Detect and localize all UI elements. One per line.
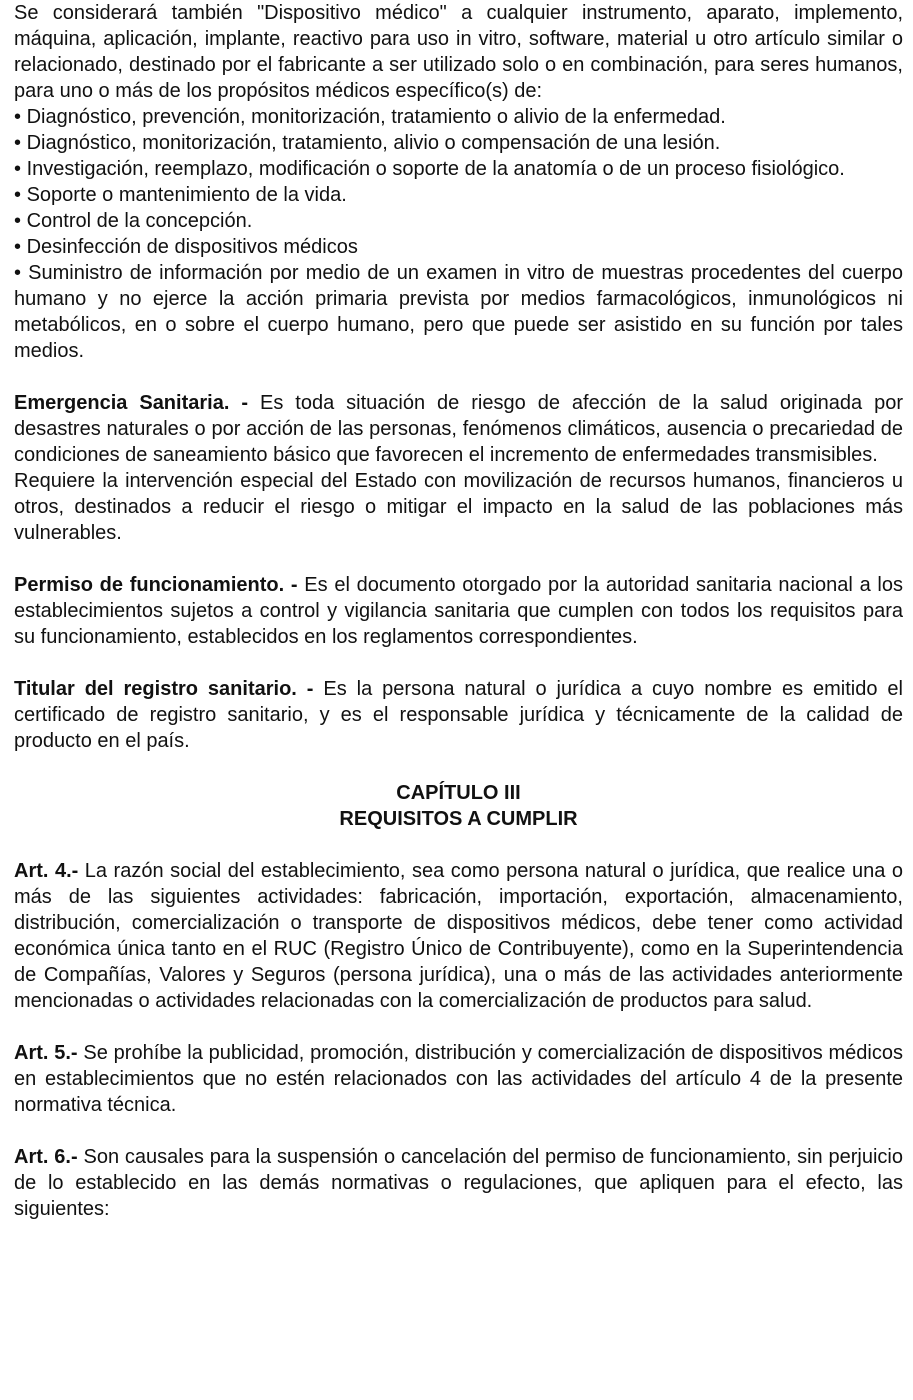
article-text: Son causales para la suspensión o cancelación del permiso de funcionamiento, sin perjuicio de lo establecido en las demás normativas o regulaciones, que apliquen para el efecto, las siguientes:: [14, 1146, 903, 1220]
definition-text: Es el documento otorgado por la autoridad sanitaria nacional a los establecimientos sujetos a control y vigilancia sanitaria que cumplen con todos los requisitos para su funcionamiento, establecidos en los reglamentos correspondientes.: [14, 574, 903, 648]
list-item: • Suministro de información por medio de un examen in vitro de muestras procedentes del cuerpo humano y no ejerce la acción primaria prevista por medios farmacológicos, inmunológicos ni metabólicos, en o sobre el cuerpo humano, pero que puede ser asistido en su función por tales medios.: [14, 262, 903, 362]
definition-titular-registro: [14, 676, 903, 754]
article-number: Art. 6.-: [14, 1146, 78, 1168]
bullet-symbol: •: [14, 184, 22, 206]
list-item: • Investigación, reemplazo, modificación o soporte de la anatomía o de un proceso fisiológico.: [14, 158, 845, 180]
list-item: • Diagnóstico, monitorización, tratamiento, alivio o compensación de una lesión.: [14, 132, 721, 154]
bullet-list: [14, 104, 903, 364]
bullet-symbol: •: [14, 106, 22, 128]
definition-term: Emergencia Sanitaria. -: [14, 392, 249, 414]
list-item: • Diagnóstico, prevención, monitorización, tratamiento o alivio de la enfermedad.: [14, 106, 726, 128]
bullet-symbol: •: [14, 210, 22, 232]
list-item: • Control de la concepción.: [14, 210, 253, 232]
definition-term: Titular del registro sanitario. -: [14, 678, 314, 700]
bullet-symbol: •: [14, 262, 22, 284]
bullet-symbol: •: [14, 236, 22, 258]
bullet-symbol: •: [14, 158, 22, 180]
article-number: Art. 5.-: [14, 1042, 78, 1064]
article-4: [14, 858, 903, 1014]
article-5: [14, 1040, 903, 1118]
chapter-title: REQUISITOS A CUMPLIR: [339, 808, 578, 830]
article-6: [14, 1144, 903, 1222]
definition-text: Es la persona natural o jurídica a cuyo nombre es emitido el certificado de registro sanitario, y es el responsable jurídica y técnicamente de la calidad de producto en el país.: [14, 678, 903, 752]
definition-permiso-funcionamiento: [14, 572, 903, 650]
chapter-number: CAPÍTULO III: [396, 782, 521, 804]
document-page: [14, 0, 903, 1222]
intro-paragraph: Se considerará también "Dispositivo médico" a cualquier instrumento, aparato, implemento, máquina, aplicación, implante, reactivo para uso in vitro, software, material u otro artículo similar o relacionado, destinado por el fabricante a ser utilizado solo o en combinación, para seres humanos, para uno o más de los propósitos médicos específico(s) de:: [14, 2, 903, 102]
list-item: • Soporte o mantenimiento de la vida.: [14, 184, 347, 206]
definition-text: Es toda situación de riesgo de afección de la salud originada por desastres naturales o por acción de las personas, fenómenos climáticos, ausencia o precariedad de condiciones de saneamiento básico que favorecen el incremento de enfermedades transmisibles.: [14, 392, 904, 466]
list-item: • Desinfección de dispositivos médicos: [14, 236, 358, 258]
definition-continuation: Requiere la intervención especial del Estado con movilización de recursos humanos, financieros u otros, destinados a reducir el riesgo o mitigar el impacto en la salud de las poblaciones más vulnerables.: [14, 470, 903, 544]
definition-emergencia-sanitaria: [14, 390, 903, 468]
bullet-symbol: •: [14, 132, 22, 154]
article-text: Se prohíbe la publicidad, promoción, distribución y comercialización de dispositivos médicos en establecimientos que no estén relacionados con las actividades del artículo 4 de la presente normativa técnica.: [14, 1042, 903, 1116]
article-text: La razón social del establecimiento, sea como persona natural o jurídica, que realice una o más de las siguientes actividades: fabricación, importación, exportación, almacenamiento, distribución, comercialización o transporte de dispositivos médicos, debe tener como actividad económica única tanto en el RUC (Registro Único de Contribuyente), como en la Superintendencia de Compañías, Valores y Seguros (persona jurídica), una o más de las actividades anteriormente mencionadas o actividades relacionadas con la comercialización de productos para salud.: [14, 860, 903, 1012]
definition-term: Permiso de funcionamiento. -: [14, 574, 298, 596]
article-number: Art. 4.-: [14, 860, 79, 882]
